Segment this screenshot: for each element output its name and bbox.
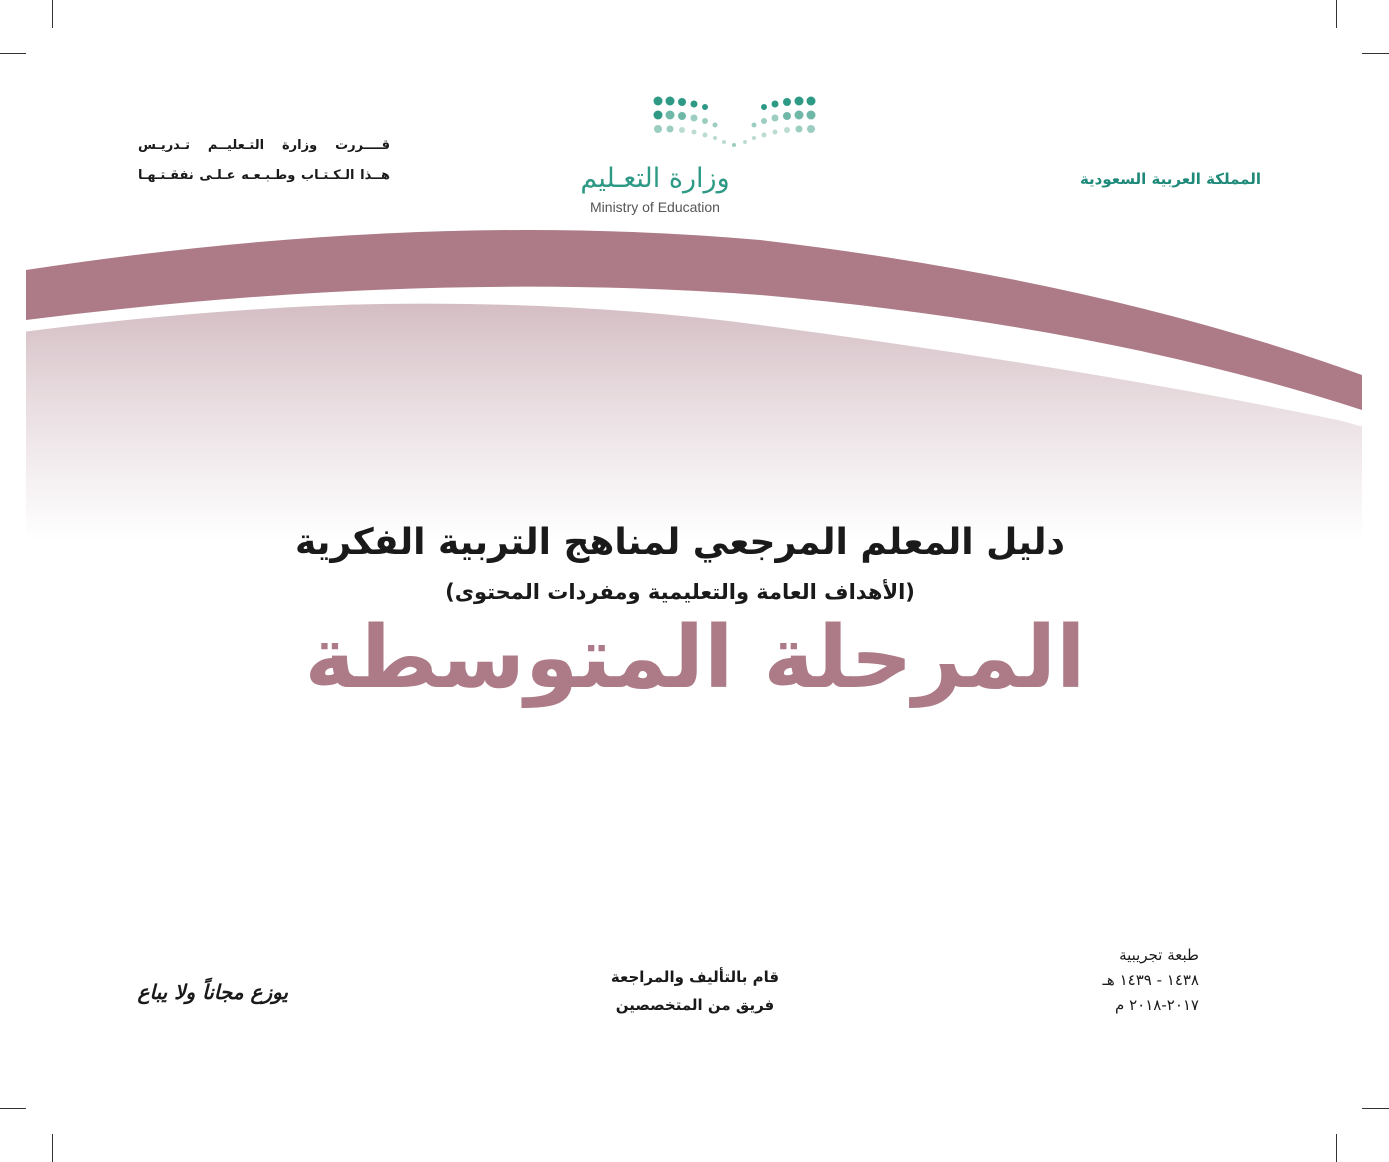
education-stage: المرحلة المتوسطة <box>304 608 1086 708</box>
free-distribution-note: يوزع مجاناً ولا يباع <box>137 980 288 1004</box>
edition-info <box>1103 943 1200 1018</box>
authors-line-2: فريق من المتخصصين <box>615 996 775 1014</box>
crop-mark <box>52 1134 53 1162</box>
country-name: المملكة العربية السعودية <box>1079 170 1261 188</box>
approval-line-1: قــــررت وزارة التـعليــم تـدريـس <box>138 138 390 153</box>
book-subtitle: (الأهداف العامة والتعليمية ومفردات المحتوى) <box>445 580 915 604</box>
gregorian-year: ٢٠١٧-٢٠١٨ م <box>1115 996 1199 1014</box>
edition-label: طبعة تجريبية <box>1119 946 1199 964</box>
authors-credit <box>560 963 830 1019</box>
crop-mark <box>0 1108 26 1109</box>
hijri-year: ١٤٣٨ - ١٤٣٩ هـ <box>1102 971 1199 989</box>
ministry-name-english: Ministry of Education <box>590 199 720 215</box>
authors-line-1: قام بالتأليف والمراجعة <box>610 968 780 986</box>
crop-mark <box>1336 1134 1337 1162</box>
decorative-band <box>0 220 1389 544</box>
crop-mark <box>1362 1108 1389 1109</box>
book-title: دليل المعلم المرجعي لمناهج التربية الفكرية <box>294 522 1065 563</box>
crop-mark <box>1336 0 1337 28</box>
crop-mark <box>0 53 26 54</box>
crop-mark <box>1362 53 1389 54</box>
crop-mark <box>52 0 53 28</box>
approval-line-2: هــذا الـكـتـاب وطـبـعـه عـلـى نفقـتـهـا <box>138 168 390 183</box>
ministry-dots-icon <box>652 95 817 155</box>
ministry-name-arabic: وزارة التعـليم <box>580 163 730 194</box>
